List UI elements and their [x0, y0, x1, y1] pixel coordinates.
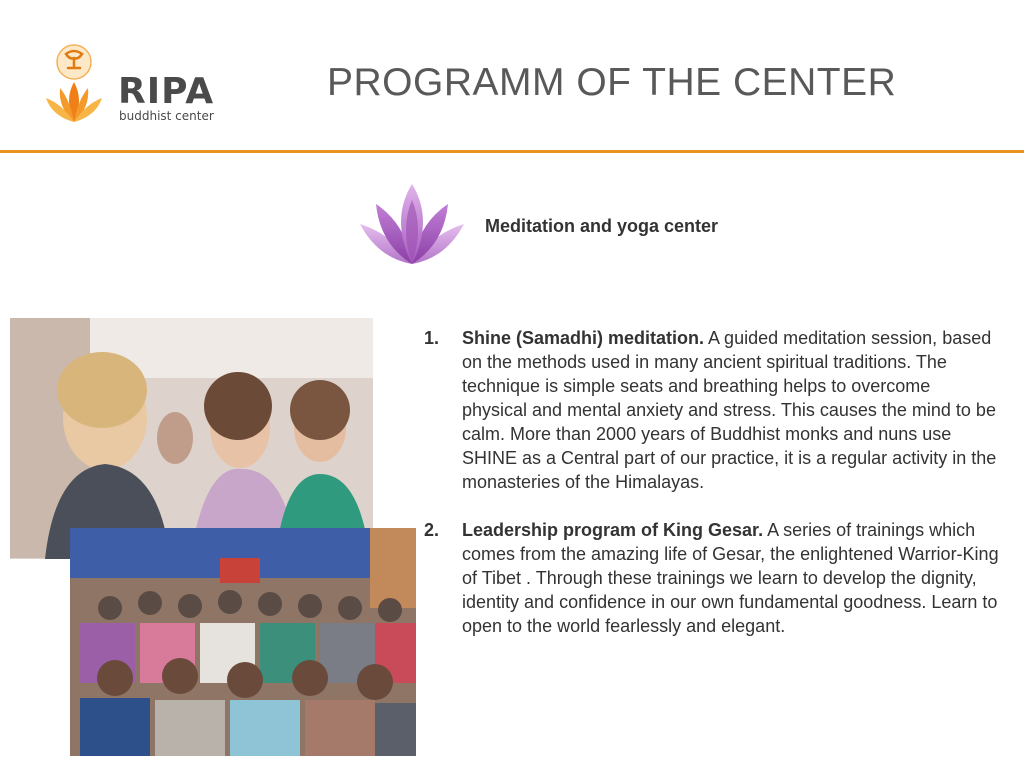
program-item-shine [424, 326, 999, 494]
program-item-text: A guided meditation session, based on the methods used in many ancient spiritual traditions. The technique is simple seats and breathing helps to overcome physical and mental anxiety and stress. This causes the mind to be calm. More than 2000 years of Buddhist monks and nuns use SHINE as a Central part of our practice, it is a regular activity in the monasteries of the Himalayas. [462, 328, 997, 492]
program-item-gesar [424, 518, 999, 638]
program-item-title: Leadership program of King Gesar. [462, 520, 764, 540]
program-item-text: A series of trainings which comes from the amazing life of Gesar, the enlightened Warrior-King of Tibet . Through these trainings we learn to develop the dignity, identity and confidence in our own fundamental goodness. Learn to open to the world fearlessly and elegant. [462, 520, 999, 636]
program-list [424, 326, 999, 662]
header-divider [0, 150, 1024, 153]
center-subtitle: Meditation and yoga center [485, 216, 719, 236]
logo-subtitle: buddhist center [119, 109, 214, 123]
purple-lotus-icon [356, 180, 468, 270]
page-title: PROGRAMM OF THE CENTER [327, 61, 897, 104]
program-item-number: 1. [424, 328, 440, 348]
meditation-hall-photo [70, 528, 416, 756]
logo-name: RIPA [118, 71, 215, 112]
meditation-photo [10, 318, 373, 559]
program-item-number: 2. [424, 520, 440, 540]
program-item-title: Shine (Samadhi) meditation. [462, 328, 705, 348]
